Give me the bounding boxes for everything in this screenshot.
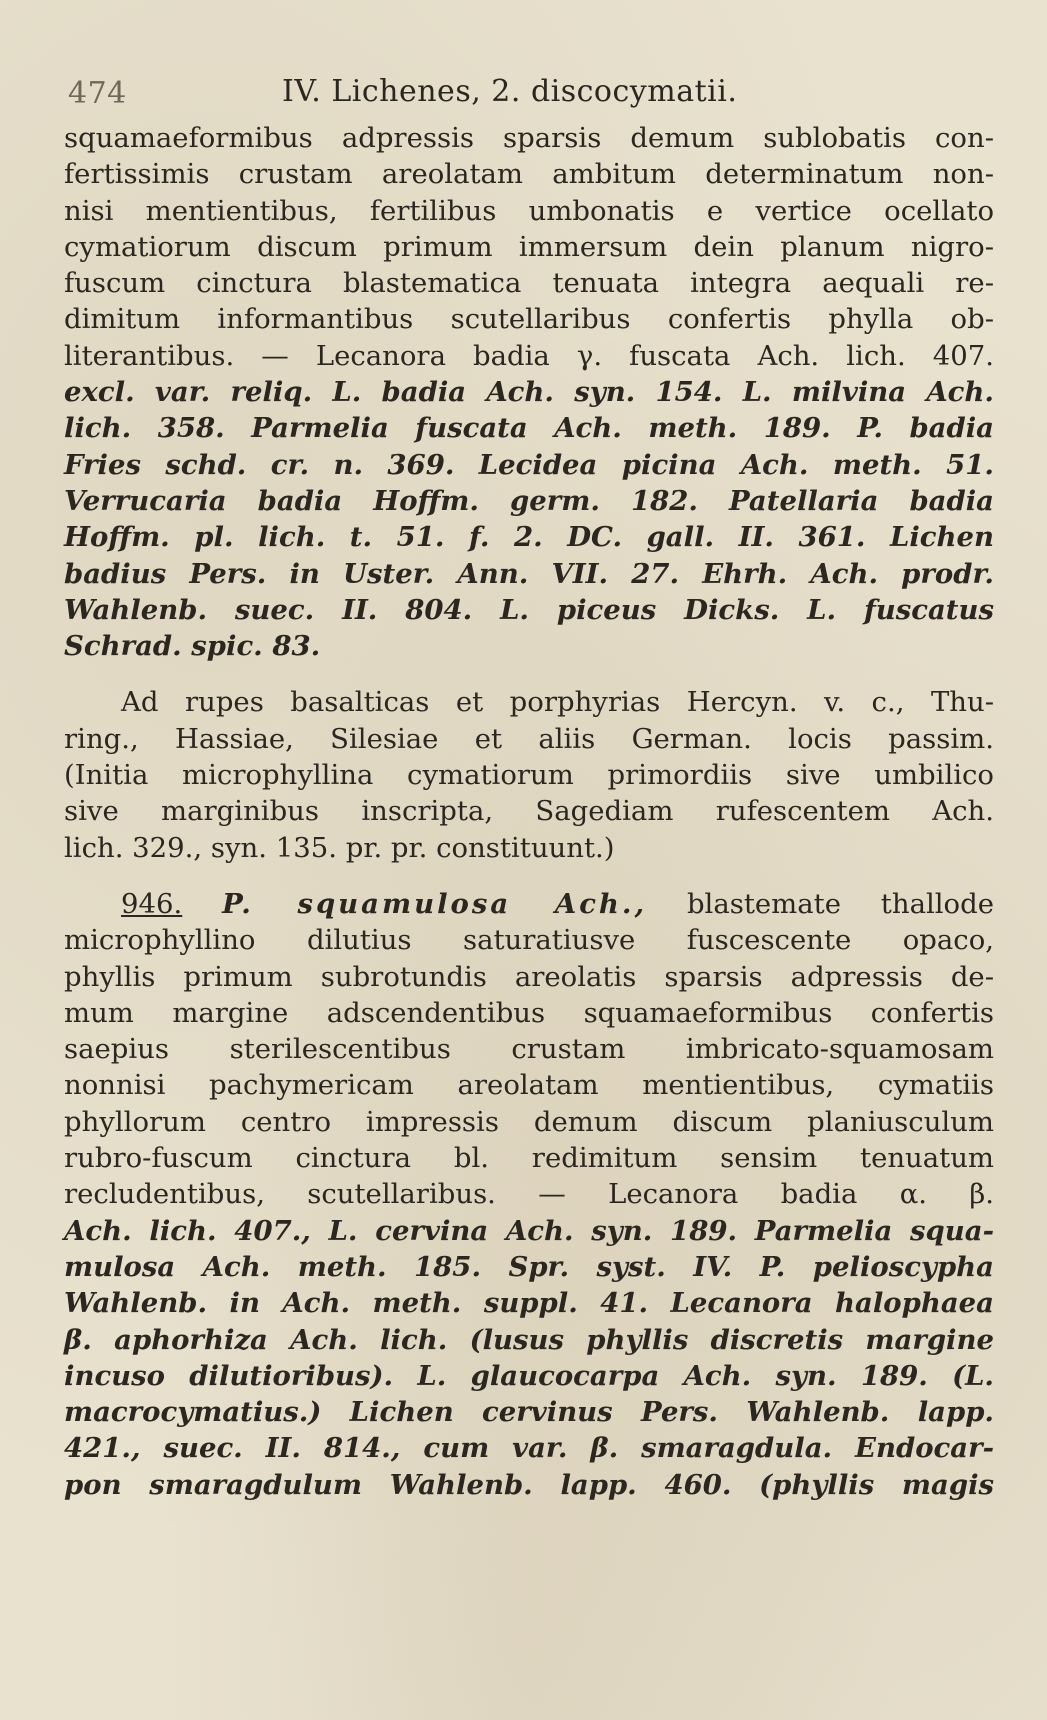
- text-line: Verrucaria badia Hoffm. germ. 182. Patellaria badia: [64, 484, 994, 517]
- text-line: phyllorum centro impressis demum discum planiusculum: [64, 1105, 994, 1138]
- text-line: (Initia microphyllina cymatiorum primordiis sive umbilico: [64, 759, 994, 792]
- text-line: literantibus. — Lecanora badia γ. fuscata Ach. lich. 407.: [64, 339, 994, 372]
- text-line: microphyllino dilutius saturatiusve fuscescente opaco,: [64, 924, 994, 957]
- text-line: lich. 329., syn. 135. pr. pr. constituunt.): [64, 831, 615, 864]
- text-line: fuscum cinctura blastematica tenuata integra aequali re-: [64, 267, 994, 300]
- text-line: macrocymatius.) Lichen cervinus Pers. Wahlenb. lapp.: [64, 1396, 994, 1429]
- text-line: ring., Hassiae, Silesiae et aliis German. locis passim.: [64, 722, 994, 755]
- text-line: recludentibus, scutellaribus. — Lecanora badia α. β.: [64, 1178, 994, 1211]
- text-line: pon smaragdulum Wahlenb. lapp. 460. (phyllis magis: [64, 1468, 994, 1501]
- text-line: cymatiorum discum primum immersum dein planum nigro-: [64, 230, 994, 263]
- text-line: incuso dilutioribus). L. glaucocarpa Ach. syn. 189. (L.: [64, 1359, 994, 1392]
- text-line: Fries schd. cr. n. 369. Lecidea picina Ach. meth. 51.: [64, 448, 994, 481]
- paragraph-habitat: [64, 684, 994, 865]
- text-line: Hoffm. pl. lich. t. 51. f. 2. DC. gall. II. 361. Lichen: [64, 521, 994, 554]
- text-line: Wahlenb. suec. II. 804. L. piceus Dicks. L. fuscatus: [64, 593, 994, 626]
- text-line: nisi mentientibus, fertilibus umbonatis e vertice ocellato: [64, 194, 994, 227]
- text-line: phyllis primum subrotundis areolatis sparsis adpressis de-: [64, 960, 994, 993]
- text-line: Wahlenb. in Ach. meth. suppl. 41. Lecanora halophaea: [64, 1287, 994, 1320]
- running-head: IV. Lichenes, 2. discocymatii.: [282, 74, 738, 109]
- text-line: lich. 358. Parmelia fuscata Ach. meth. 189. P. badia: [64, 412, 994, 445]
- page-header: [64, 68, 994, 120]
- text-line: mulosa Ach. meth. 185. Spr. syst. IV. P. pelioscypha: [64, 1250, 994, 1283]
- text-line: rubro-fuscum cinctura bl. redimitum sensim tenuatum: [64, 1142, 994, 1175]
- species-name: P. squamulosa Ach.,: [222, 887, 648, 920]
- text-line: squamaeformibus adpressis sparsis demum sublobatis con-: [64, 122, 994, 154]
- paragraph-thallus-description: [64, 120, 994, 664]
- text-line: Ach. lich. 407., L. cervina Ach. syn. 189. Parmelia squa-: [64, 1214, 994, 1247]
- text-line: saepius sterilescentibus crustam imbricato-squamosam: [64, 1033, 994, 1066]
- page-number: 474: [68, 76, 127, 111]
- book-page: [64, 68, 994, 1503]
- text-line: sive marginibus inscripta, Sagediam rufescentem Ach.: [64, 795, 994, 828]
- text-line: dimitum informantibus scutellaribus confertis phylla ob-: [64, 303, 994, 336]
- entry-number: 946.: [121, 887, 183, 920]
- text-line: Ad rupes basalticas et porphyrias Hercyn. v. c., Thu-: [121, 686, 994, 719]
- text-line: fertissimis crustam areolatam ambitum determinatum non-: [64, 158, 994, 191]
- entry-heading-line: [64, 886, 994, 922]
- text-line: nonnisi pachymericam areolatam mentientibus, cymatiis: [64, 1069, 994, 1102]
- body-text: [64, 120, 994, 1503]
- text-line: blastemate thallode: [686, 887, 994, 920]
- entry-946: [64, 886, 994, 1503]
- text-line: Schrad. spic. 83.: [64, 630, 321, 663]
- text-line: excl. var. reliq. L. badia Ach. syn. 154. L. milvina Ach.: [64, 376, 994, 409]
- text-line: mum margine adscendentibus squamaeformibus confertis: [64, 996, 994, 1029]
- text-line: β. aphorhiza Ach. lich. (lusus phyllis discretis margine: [64, 1323, 994, 1356]
- text-line: badius Pers. in Uster. Ann. VII. 27. Ehrh. Ach. prodr.: [64, 557, 994, 590]
- text-line: 421., suec. II. 814., cum var. β. smaragdula. Endocar-: [64, 1432, 994, 1465]
